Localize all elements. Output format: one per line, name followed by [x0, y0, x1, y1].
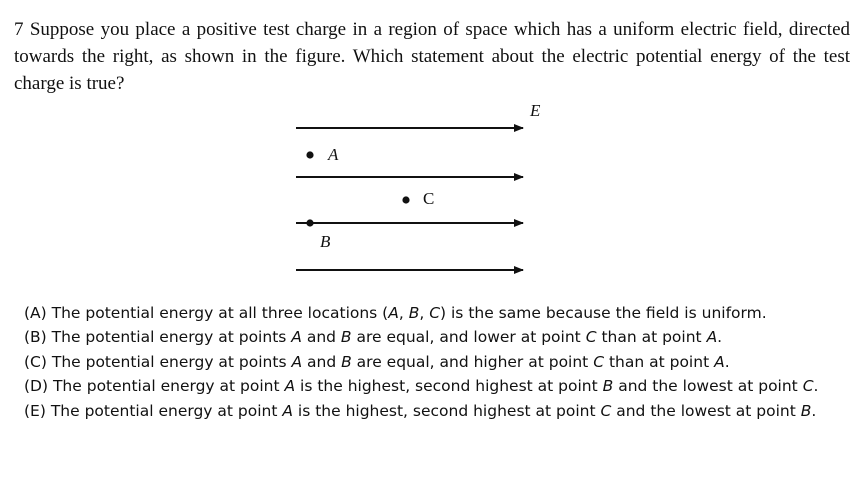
option-d [24, 374, 844, 398]
option-a [24, 301, 844, 325]
option-text: The potential energy at point A is the highest, second highest at point B and the lowest at point C. [52, 377, 819, 396]
point-b-dot [306, 219, 313, 226]
option-letter: (B) [24, 328, 47, 347]
option-b [24, 325, 844, 349]
question-text [14, 16, 850, 97]
field-label-e: E [530, 101, 541, 120]
option-text: The potential energy at points A and B are equal, and lower at point C than at point A. [51, 328, 723, 347]
option-text: The potential energy at points A and B are equal, and higher at point C than at point A. [51, 352, 730, 371]
option-letter: (A) [24, 304, 47, 322]
option-letter: (D) [24, 377, 49, 396]
electric-field-figure [280, 96, 560, 286]
question-number: 7 [14, 19, 24, 40]
point-a-label: A [328, 145, 339, 164]
point-a-dot [306, 151, 313, 158]
electric-field-diagram [280, 96, 560, 286]
option-text: The potential energy at all three locations (A, B, C) is the same because the field is uniform. [51, 304, 767, 322]
option-c [24, 350, 844, 374]
option-letter: (E) [24, 401, 46, 420]
option-letter: (C) [24, 352, 47, 371]
point-b-label: B [320, 232, 331, 251]
option-text: The potential energy at point A is the highest, second highest at point C and the lowest at point B. [50, 401, 817, 420]
answer-options [24, 301, 844, 423]
question-body: Suppose you place a positive test charge in a region of space which has a uniform electric field, directed towards the right, as shown in the figure. Which statement about the electric potential energy of the test charge is true? [14, 19, 851, 94]
point-c-label: C [423, 189, 435, 208]
point-c-dot [402, 196, 409, 203]
option-e [24, 399, 844, 423]
